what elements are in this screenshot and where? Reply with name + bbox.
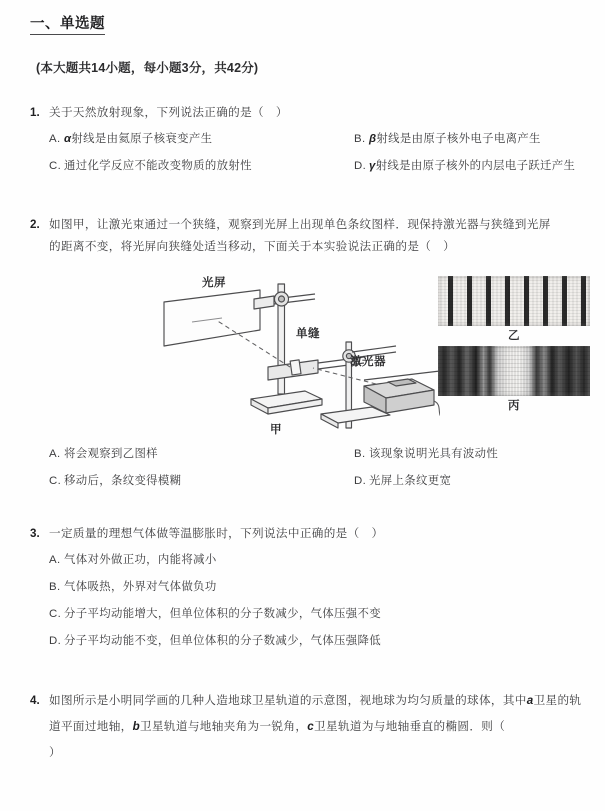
question-4-text-d: 卫星轨道与地轴夹角为一锐角， [140,720,308,733]
question-1-option-b[interactable] [354,126,590,153]
option-text: 将会观察到乙图样 [64,448,158,460]
option-text: 移动后，条纹变得模糊 [64,475,182,487]
option-symbol: γ [369,160,376,172]
question-4-text-a: 如图所示是小明同学画的几种人造地球卫星轨道的示意图，视地球为均匀质量的球体，其中 [49,694,527,707]
option-text: 通过化学反应不能改变物质的放射性 [64,160,252,172]
option-symbol: α [64,133,72,145]
question-3-option-d[interactable] [49,628,590,655]
satellite-c-symbol: c [307,720,315,733]
label-screen: 光屏 [202,277,226,289]
option-label: D. [49,635,62,647]
question-2-text-line2: 的距离不变，将光屏向狭缝处适当移动，下面关于本实验说法正确的是（ ） [49,240,456,253]
option-label: C. [49,608,62,620]
option-label: D. [354,475,367,487]
option-text: 射线是由原子核外电子电离产生 [376,133,541,145]
question-4-text-e: 卫星轨道为与地轴垂直的椭圆．则（ [314,720,506,733]
question-1 [30,100,590,180]
question-2-option-a[interactable] [49,441,354,468]
question-1-options [49,126,590,180]
option-label: C. [49,475,62,487]
option-text: 气体对外做正功，内能将减小 [64,554,217,566]
question-1-option-a[interactable] [49,126,354,153]
question-2-option-d[interactable] [354,468,590,495]
option-label: A. [49,554,61,566]
question-1-stem [30,100,590,126]
option-label: B. [49,581,61,593]
question-2-option-c[interactable] [49,468,354,495]
question-4-stem [30,688,590,766]
question-4-text-c: 星的轨道平面过地轴， [49,694,582,733]
question-3-stem [30,521,590,547]
question-2-options [30,441,590,495]
question-3-text: 一定质量的理想气体做等温膨胀时，下列说法中正确的是（ ） [49,527,384,540]
fringe-photo-yi [438,276,590,326]
question-4-text [49,688,590,766]
question-4-text-f: ） [49,746,61,759]
option-text: 分子平均动能不变，但单位体积的分子数减少，气体压强降低 [64,635,381,647]
question-3-number: 3. [30,527,40,540]
question-4 [30,688,590,766]
question-1-option-c[interactable] [49,153,354,180]
option-label: B. [354,448,366,460]
label-slit: 单缝 [296,328,320,340]
question-1-text: 关于天然放射现象，下列说法正确的是（ ） [49,106,288,119]
question-3-options [49,547,590,655]
question-3-option-c[interactable] [49,601,590,628]
option-label: B. [354,133,366,145]
option-label: C. [49,160,62,172]
question-1-option-d[interactable] [354,153,590,180]
satellite-b-symbol: b [132,720,141,733]
option-text: 气体吸热，外界对气体做负功 [64,581,217,593]
question-2 [30,212,590,260]
question-2-text-line1: 如图甲，让激光束通过一个狭缝，观察到光屏上出现单色条纹图样．现保持激光器与狭缝到光屏 [49,218,551,231]
label-figure-jia: 甲 [270,424,282,436]
question-3-option-a[interactable] [49,547,590,574]
question-3-option-b[interactable] [49,574,590,601]
question-2-stem-cont [30,234,590,260]
option-label: D. [354,160,367,172]
option-text: 光屏上条纹更宽 [369,475,452,487]
option-text: 分子平均动能增大，但单位体积的分子数减少，气体压强不变 [64,608,381,620]
label-fringe-yi: 乙 [508,330,520,342]
question-4-text-b: 卫 [533,694,546,707]
question-2-figure [30,268,595,436]
option-text: 射线是由氦原子核衰变产生 [71,133,213,145]
satellite-a-symbol: a [526,694,534,707]
question-2-option-b[interactable] [354,441,590,468]
fringe-photo-bing [438,346,590,396]
option-label: A. [49,133,61,145]
question-3 [30,521,590,655]
option-label: A. [49,448,61,460]
question-1-number: 1. [30,106,40,119]
section-subtitle: (本大题共14小题，每小题3分，共42分) [36,61,259,75]
question-4-number: 4. [30,694,40,707]
optical-bench-diagram [150,268,440,436]
label-fringe-bing: 丙 [508,400,520,412]
option-text: 该现象说明光具有波动性 [369,448,499,460]
section-title: 一、单选题 [30,17,105,35]
question-2-number: 2. [30,218,40,231]
option-symbol: β [369,133,377,145]
option-text: 射线是由原子核外的内层电子跃迁产生 [375,160,576,172]
label-laser: 激光器 [350,356,386,368]
